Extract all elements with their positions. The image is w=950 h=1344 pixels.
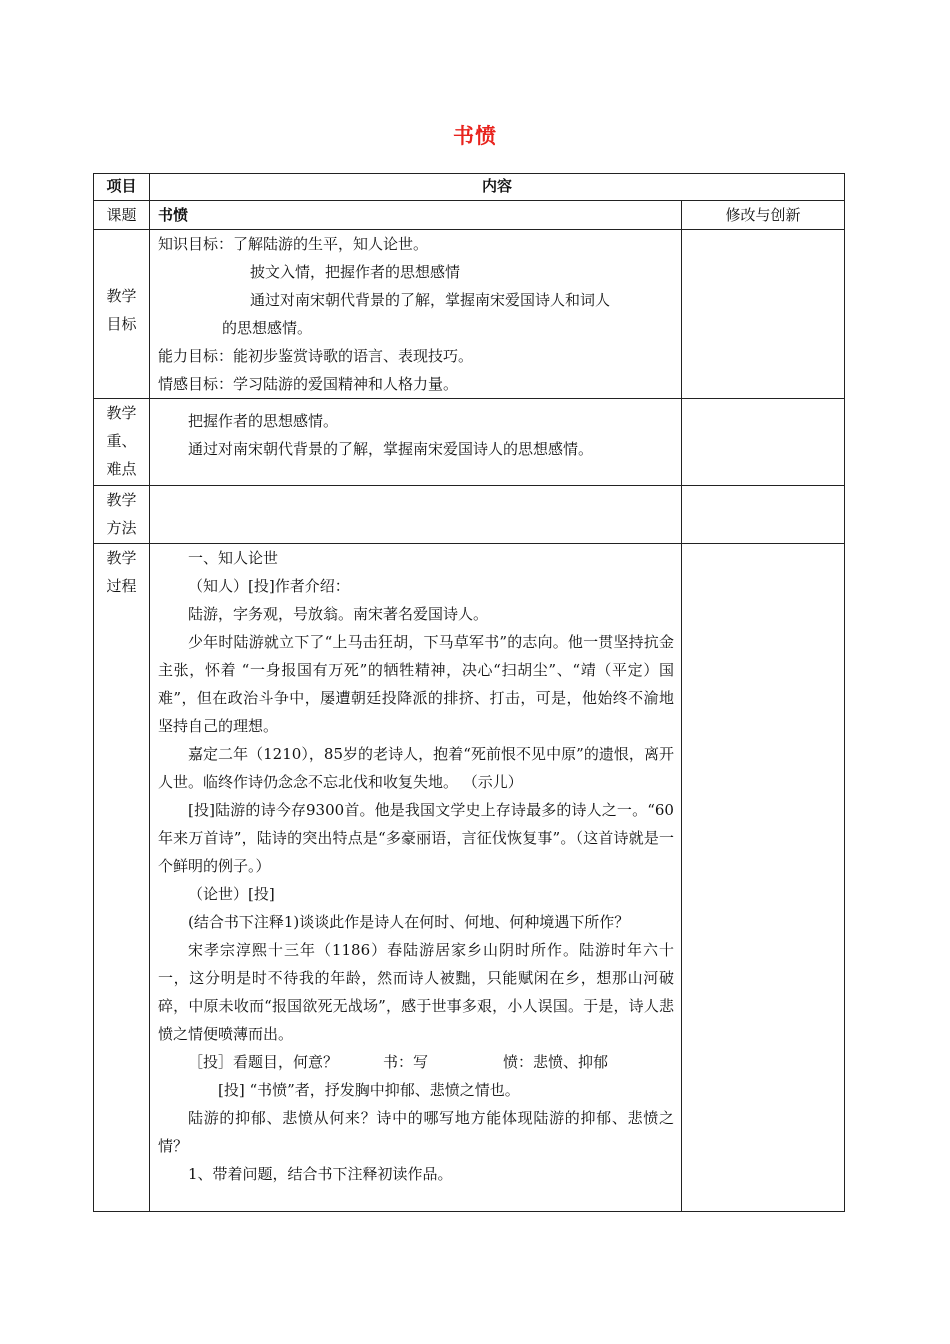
lesson-plan-table — [93, 173, 845, 1212]
key-points-row — [94, 399, 845, 486]
process-label-line2: 过程 — [106, 577, 137, 595]
process-label — [94, 544, 150, 1212]
key-points-notes — [681, 399, 844, 486]
key-points-content — [150, 399, 682, 486]
topic-label: 课题 — [94, 201, 150, 230]
revision-label: 修改与创新 — [681, 201, 844, 230]
topic-value: 书愤 — [150, 201, 682, 230]
goals-row — [94, 230, 845, 399]
process-paragraph: 陆游的抑郁、悲愤从何来？诗中的哪写地方能体现陆游的抑郁、悲愤之情？ — [158, 1109, 674, 1155]
process-row — [94, 544, 845, 1212]
emotion-goal: 情感目标：学习陆游的爱国精神和人格力量。 — [158, 375, 459, 393]
goals-notes — [681, 230, 844, 399]
process-paragraph: (结合书下注释1)谈谈此作是诗人在何时、何地、何种境遇下所作？ — [188, 913, 630, 931]
process-label-line1: 教学 — [106, 549, 137, 567]
process-notes — [681, 544, 844, 1212]
knowledge-goal-4: 的思想感情。 — [222, 319, 313, 337]
goals-label-line1: 教学 — [106, 287, 137, 305]
knowledge-goal: 知识目标：了解陆游的生平，知人论世。 — [158, 235, 429, 253]
key-points-label — [94, 399, 150, 486]
knowledge-goal-2: 披文入情，把握作者的思想感情 — [250, 263, 461, 281]
process-paragraph: [投]陆游的诗今存9300首。他是我国文学史上存诗最多的诗人之一。“60年来万首诗”，陆诗的突出特点是“多豪丽语，言征伐恢复事”。（这首诗就是一个鲜明的例子。） — [158, 801, 674, 875]
process-paragraph: 一、知人论世 — [188, 549, 279, 567]
key-points-label-line2: 重、 — [106, 432, 137, 450]
method-label-line2: 方法 — [106, 519, 137, 537]
process-paragraph: 嘉定二年（1210），85岁的老诗人，抱着“死前恨不见中原”的遗恨，离开人世。临终作诗仍念念不忘北伐和收复失地。 （示儿） — [158, 745, 674, 791]
method-label — [94, 486, 150, 544]
process-paragraph: （论世）[投] — [188, 885, 275, 903]
method-row — [94, 486, 845, 544]
process-paragraph: 1、带着问题，结合书下注释初读作品。 — [188, 1165, 453, 1183]
key-points-label-line3: 难点 — [106, 460, 137, 478]
key-point-1: 把握作者的思想感情。 — [188, 412, 339, 430]
process-paragraph: 少年时陆游就立下了“上马击狂胡，下马草军书”的志向。他一贯坚持抗金主张，怀着 “一身报国有万死”的牺牲精神，决心“扫胡尘”、“靖（平定）国难”，但在政治斗争中，屡遭朝廷投降派的排挤、打击，可是，他始终不渝地坚持自己的理想。 — [158, 633, 674, 735]
ability-goal: 能力目标：能初步鉴赏诗歌的语言、表现技巧。 — [158, 347, 474, 365]
method-content — [150, 486, 682, 544]
process-paragraph: ［投］看题目，何意？ 书：写 愤：悲愤、抑郁 — [188, 1053, 609, 1071]
document-title: 书愤 — [453, 124, 497, 148]
header-content: 内容 — [150, 174, 845, 201]
knowledge-goal-3: 通过对南宋朝代背景的了解，掌握南宋爱国诗人和词人 — [250, 291, 611, 309]
process-paragraph: [投] “书愤”者，抒发胸中抑郁、悲愤之情也。 — [218, 1081, 520, 1099]
method-label-line1: 教学 — [106, 491, 137, 509]
header-item: 项目 — [94, 174, 150, 201]
goals-content — [150, 230, 682, 399]
key-point-2: 通过对南宋朝代背景的了解，掌握南宋爱国诗人的思想感情。 — [188, 440, 594, 458]
header-row — [94, 174, 845, 201]
process-paragraph: 陆游，字务观，号放翁。南宋著名爱国诗人。 — [188, 605, 489, 623]
process-content — [150, 544, 682, 1212]
goals-label — [94, 230, 150, 399]
key-points-label-line1: 教学 — [106, 404, 137, 422]
method-notes — [681, 486, 844, 544]
process-paragraph: 宋孝宗淳熙十三年（1186）春陆游居家乡山阴时所作。陆游时年六十一，这分明是时不待我的年龄，然而诗人被黜，只能赋闲在乡，想那山河破碎，中原未收而“报国欲死无战场”，感于世事多艰，小人误国。于是，诗人悲愤之情便喷薄而出。 — [158, 941, 674, 1043]
topic-row — [94, 201, 845, 230]
goals-label-line2: 目标 — [106, 315, 137, 333]
process-paragraph: （知人）[投]作者介绍： — [188, 577, 350, 595]
